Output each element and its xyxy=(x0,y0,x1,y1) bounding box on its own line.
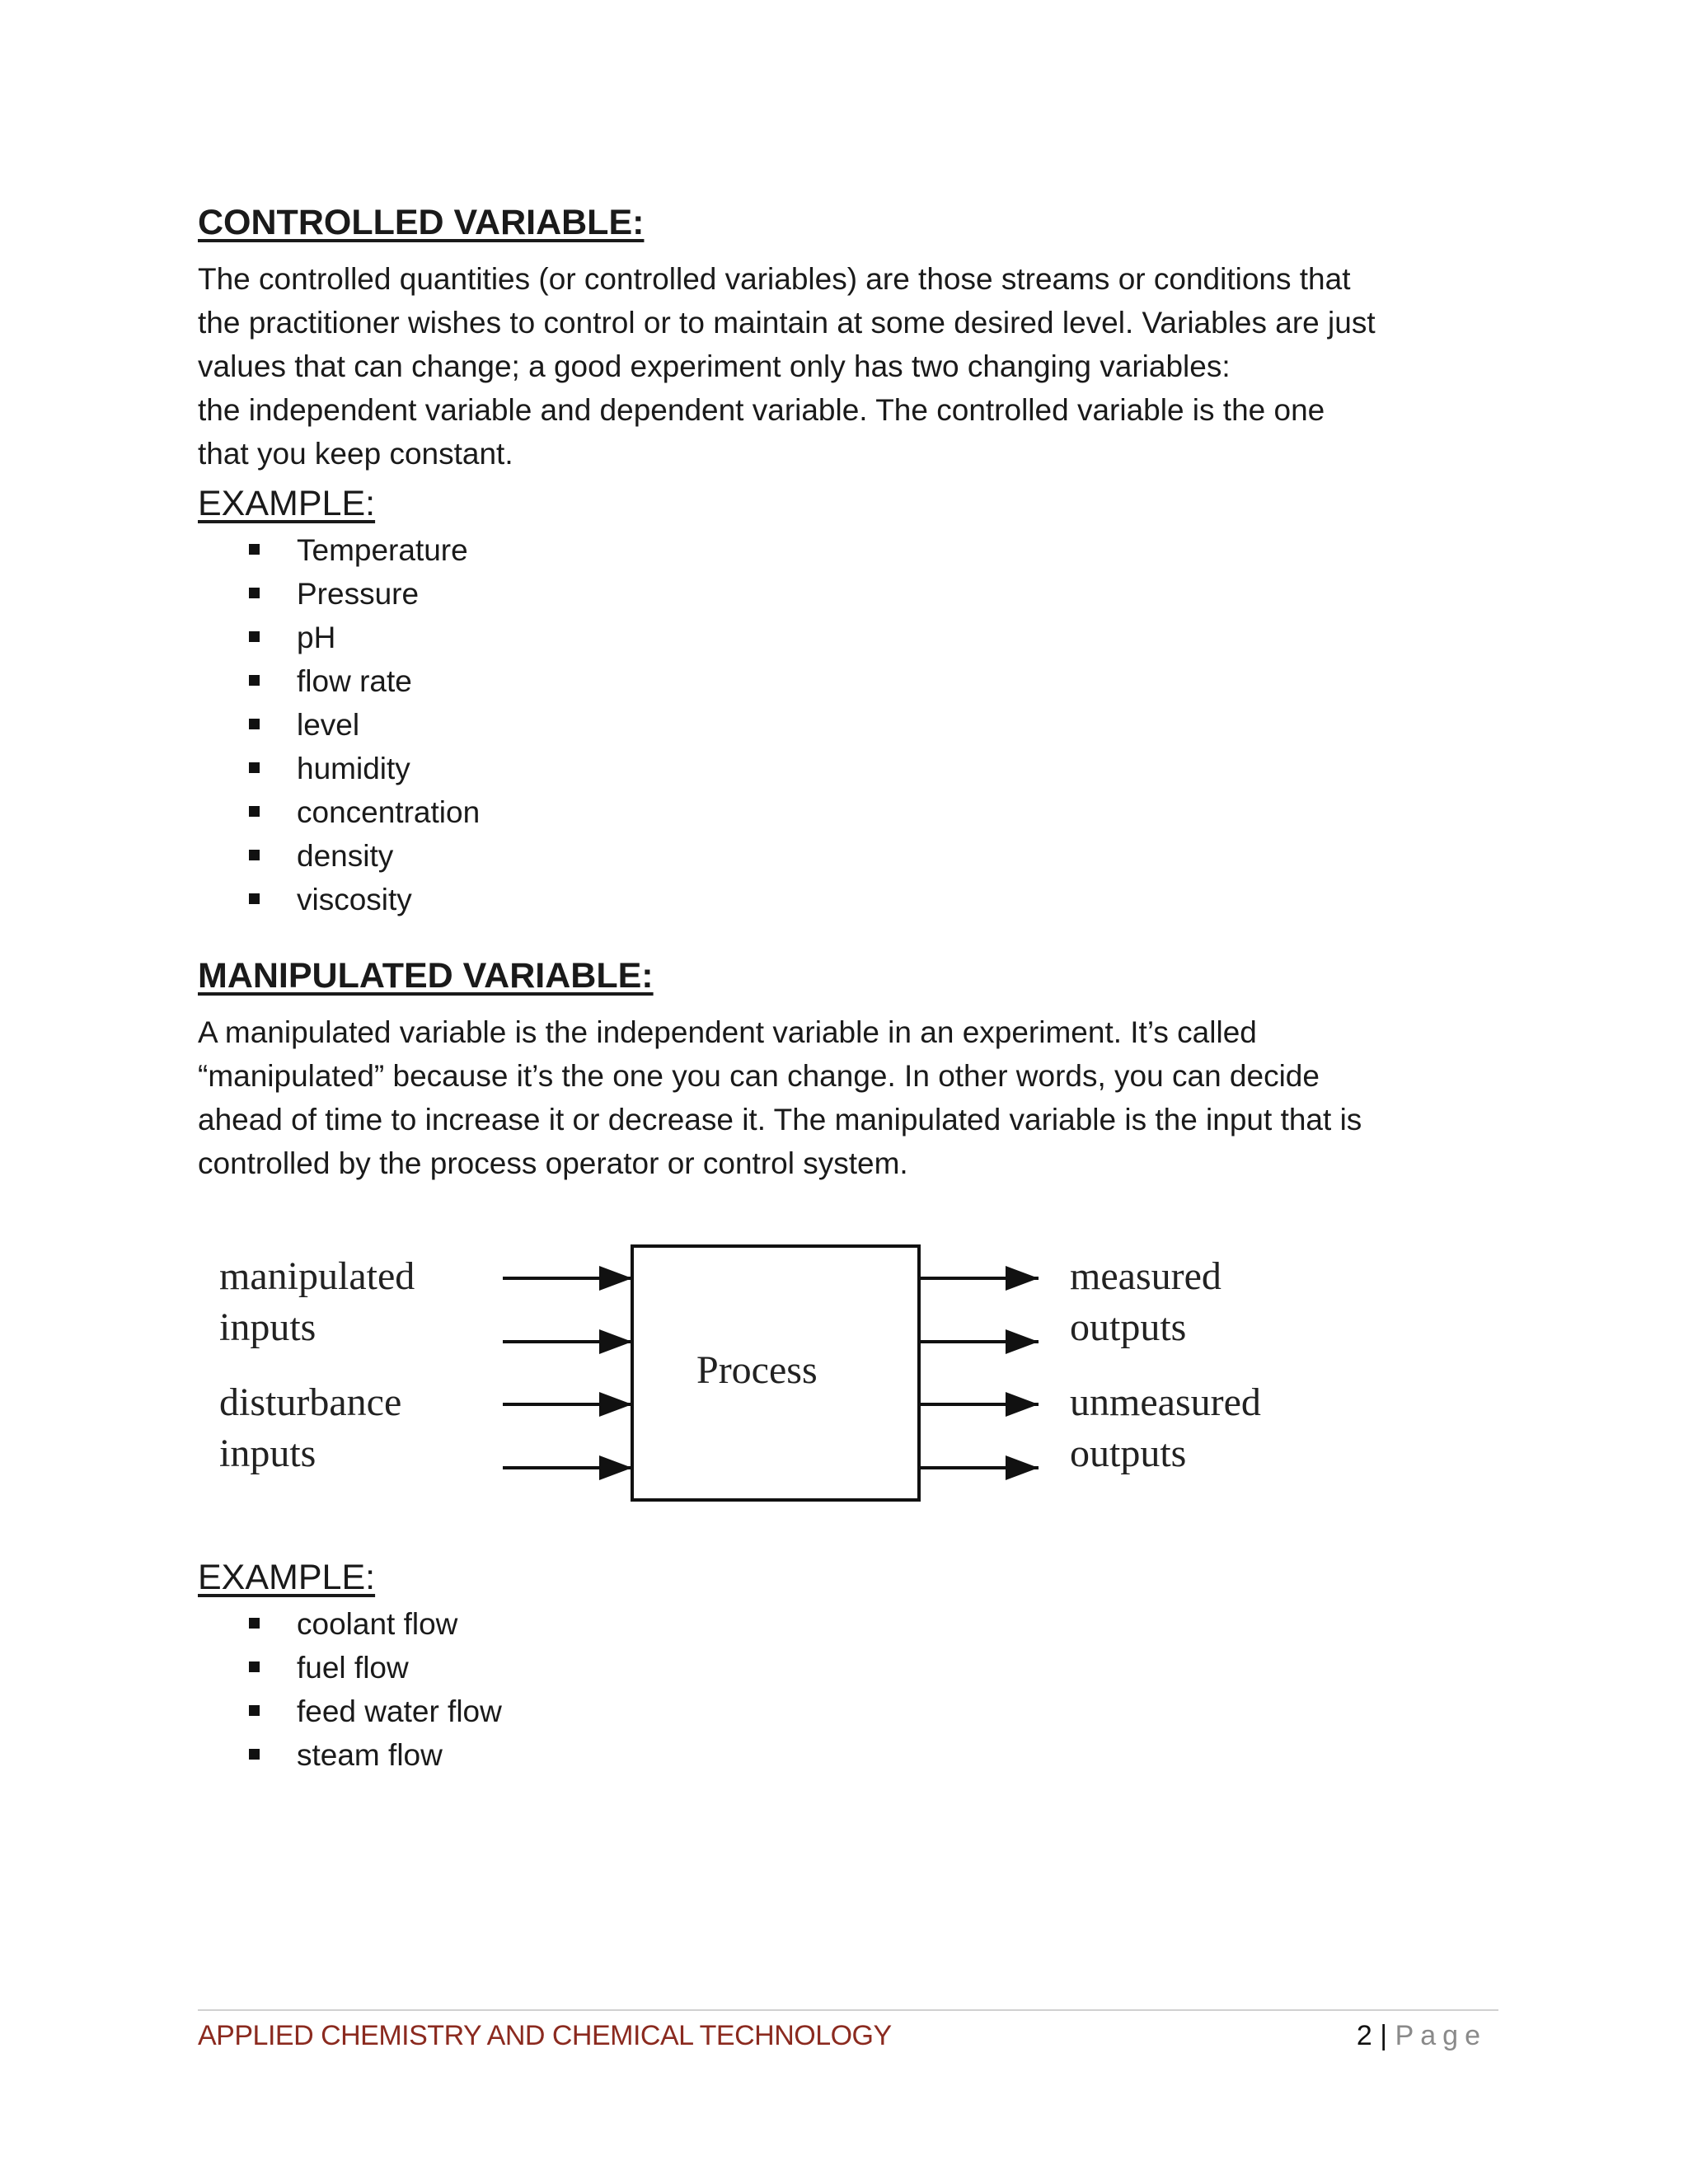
footer-course-title: APPLIED CHEMISTRY AND CHEMICAL TECHNOLOGY xyxy=(198,2020,892,2051)
list-item: feed water flow xyxy=(249,1690,1500,1733)
arrowhead-icon xyxy=(599,1392,632,1417)
process-label: Process xyxy=(696,1348,818,1392)
list-item: Pressure xyxy=(249,572,1500,616)
controlled-line: the practitioner wishes to control or to maintain at some desired level. Variables are just xyxy=(198,306,1376,340)
list-item: Temperature xyxy=(249,528,1500,572)
list-item: flow rate xyxy=(249,659,1500,703)
controlled-variable-heading: CONTROLLED VARIABLE: xyxy=(198,203,645,242)
page-content xyxy=(198,198,1500,1777)
list-item: pH xyxy=(249,616,1500,659)
square-bullet-icon xyxy=(249,631,260,642)
list-item: humidity xyxy=(249,747,1500,790)
square-bullet-icon xyxy=(249,1618,260,1629)
measured-outputs-label: measured outputs xyxy=(1070,1254,1221,1349)
manipulated-variable-paragraph xyxy=(198,1010,1500,1185)
square-bullet-icon xyxy=(249,675,260,686)
square-bullet-icon xyxy=(249,588,260,598)
list-item: density xyxy=(249,834,1500,878)
square-bullet-icon xyxy=(249,806,260,817)
arrowhead-icon xyxy=(1006,1392,1039,1417)
square-bullet-icon xyxy=(249,719,260,729)
manipulated-line: controlled by the process operator or control system. xyxy=(198,1146,908,1180)
controlled-example-heading: EXAMPLE: xyxy=(198,484,376,523)
page-footer xyxy=(198,2009,1498,2055)
manipulated-example-heading: EXAMPLE: xyxy=(198,1558,376,1597)
arrowhead-icon xyxy=(599,1266,632,1291)
manipulated-inputs-label: manipulated inputs xyxy=(219,1254,415,1349)
footer-page-indicator xyxy=(1357,2016,1498,2055)
controlled-line: values that can change; a good experiment only has two changing variables: xyxy=(198,349,1231,383)
manipulated-line: A manipulated variable is the independent variable in an experiment. It’s called xyxy=(198,1015,1257,1049)
manipulated-line: ahead of time to increase it or decrease it. The manipulated variable is the input that is xyxy=(198,1103,1362,1137)
square-bullet-icon xyxy=(249,544,260,555)
arrowhead-icon xyxy=(1006,1266,1039,1291)
square-bullet-icon xyxy=(249,1705,260,1716)
controlled-line: The controlled quantities (or controlled variables) are those streams or conditions that xyxy=(198,262,1351,296)
manipulated-variable-heading: MANIPULATED VARIABLE: xyxy=(198,956,654,996)
controlled-variable-paragraph xyxy=(198,257,1500,476)
process-diagram xyxy=(198,1233,1352,1513)
arrowhead-icon xyxy=(1006,1329,1039,1354)
arrowhead-icon xyxy=(1006,1455,1039,1480)
list-item: viscosity xyxy=(249,878,1500,921)
arrowhead-icon xyxy=(599,1329,632,1354)
square-bullet-icon xyxy=(249,1749,260,1760)
output-arrows xyxy=(919,1266,1039,1480)
page-separator: | xyxy=(1380,2020,1388,2051)
square-bullet-icon xyxy=(249,1661,260,1672)
page-word: Page xyxy=(1395,2020,1487,2051)
unmeasured-outputs-label: unmeasured outputs xyxy=(1070,1380,1261,1475)
manipulated-line: “manipulated” because it’s the one you can change. In other words, you can decide xyxy=(198,1059,1320,1093)
list-item: steam flow xyxy=(249,1733,1500,1777)
list-item: fuel flow xyxy=(249,1646,1500,1690)
input-arrows xyxy=(503,1266,632,1480)
page-number: 2 xyxy=(1356,2020,1372,2051)
controlled-line: the independent variable and dependent variable. The controlled variable is the one xyxy=(198,393,1325,427)
disturbance-inputs-label: disturbance inputs xyxy=(219,1380,402,1475)
list-item: level xyxy=(249,703,1500,747)
controlled-line: that you keep constant. xyxy=(198,437,513,471)
manipulated-example-list xyxy=(198,1602,1500,1777)
square-bullet-icon xyxy=(249,850,260,860)
list-item: coolant flow xyxy=(249,1602,1500,1646)
square-bullet-icon xyxy=(249,893,260,904)
controlled-example-list xyxy=(198,528,1500,921)
arrowhead-icon xyxy=(599,1455,632,1480)
square-bullet-icon xyxy=(249,762,260,773)
list-item: concentration xyxy=(249,790,1500,834)
